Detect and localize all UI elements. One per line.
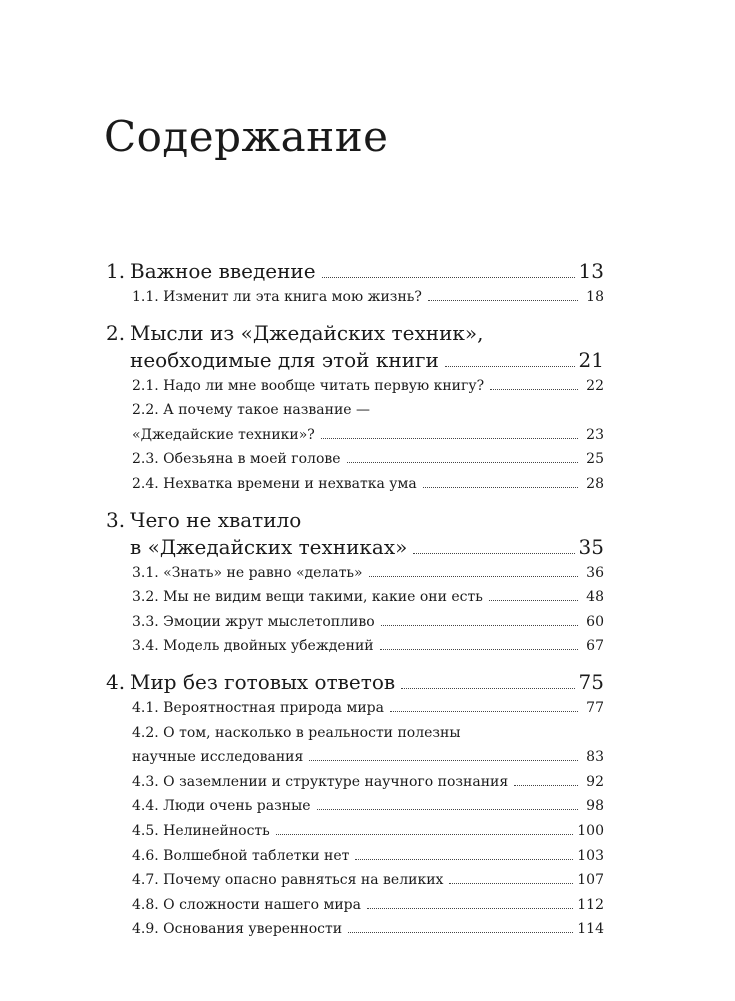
toc-page-number: 23 [586, 426, 604, 443]
toc-page-number: 25 [586, 451, 604, 468]
toc-page-number: 22 [586, 377, 604, 394]
toc-dot-leader [322, 277, 575, 278]
toc-section-line [132, 844, 604, 869]
toc-section[interactable] [106, 893, 604, 918]
toc-chapter-heading-line1[interactable] [106, 507, 604, 534]
toc-section-title: 4.8. О сложности нашего мира [132, 896, 361, 913]
toc-dot-leader [413, 553, 574, 554]
toc-section[interactable] [106, 696, 604, 721]
toc-page-number: 92 [586, 773, 604, 790]
toc-chapter-title-part1: Мысли из «Джедайских техник», [130, 320, 484, 345]
toc-page-number: 75 [578, 669, 604, 694]
toc-section[interactable] [106, 585, 604, 610]
toc-section-title: 4.1. Вероятностная природа мира [132, 699, 384, 716]
toc-section-title: научные исследования [132, 749, 304, 766]
toc-chapter-heading[interactable] [106, 669, 604, 696]
toc-section-line [132, 285, 604, 310]
toc-section-line [132, 561, 604, 586]
toc-dot-leader [445, 366, 575, 367]
page-title: Содержание [104, 112, 389, 161]
toc-page-number: 103 [577, 847, 604, 864]
toc-chapter-heading[interactable] [106, 534, 604, 561]
toc-section[interactable] [106, 447, 604, 472]
toc-section-title: 4.9. Основания уверенности [132, 921, 343, 938]
toc-chapter [106, 258, 604, 310]
toc-section[interactable] [106, 610, 604, 635]
toc-section[interactable] [106, 819, 604, 844]
toc-page-number: 48 [586, 589, 604, 606]
toc-page-number: 28 [586, 475, 604, 492]
toc-section-title: 3.2. Мы не видим вещи такими, какие они есть [132, 589, 483, 606]
toc-dot-leader [321, 438, 578, 439]
toc-section-line [132, 745, 604, 770]
toc-section-line [132, 634, 604, 659]
toc-chapter-title: необходимые для этой книги [130, 347, 439, 372]
toc-section-title: 3.4. Модель двойных убеждений [132, 638, 374, 655]
toc-chapter-title: Важное введение [130, 259, 316, 283]
toc-section-title: 4.3. О заземлении и структуре научного познания [132, 773, 509, 790]
toc-section[interactable] [106, 794, 604, 819]
toc-section-line [132, 374, 604, 399]
toc-section-line [132, 794, 604, 819]
toc-section[interactable] [106, 472, 604, 497]
toc-section-title: 3.3. Эмоции жрут мыслетопливо [132, 613, 375, 630]
toc-page-number: 83 [586, 749, 604, 766]
toc-dot-leader [369, 576, 578, 577]
toc-section[interactable] [106, 398, 604, 447]
toc-dot-leader [381, 625, 578, 626]
toc-dot-leader [401, 688, 574, 689]
toc-section-title: 2.1. Надо ли мне вообще читать первую книгу? [132, 377, 485, 394]
toc-chapter-title: Мир без готовых ответов [130, 669, 396, 694]
toc-page-number: 35 [578, 534, 604, 559]
toc-chapter-title: в «Джедайских техниках» [130, 534, 408, 559]
toc-chapter-number: 2. [106, 320, 126, 345]
toc-dot-leader [347, 462, 578, 463]
toc-page-number: 98 [586, 798, 604, 815]
toc-dot-leader [428, 300, 578, 301]
toc-chapter-number: 1. [106, 259, 126, 283]
toc-page-number: 36 [586, 564, 604, 581]
toc-page-number: 67 [586, 638, 604, 655]
toc-section-line [132, 770, 604, 795]
toc-dot-leader [390, 711, 578, 712]
toc-section-title: 3.1. «Знать» не равно «делать» [132, 564, 363, 581]
toc-section-title-part1: 2.2. А почему такое название — [132, 402, 371, 419]
toc-page-number: 60 [586, 613, 604, 630]
toc-chapter-heading[interactable] [106, 347, 604, 374]
toc-section-title: 4.6. Волшебной таблетки нет [132, 847, 350, 864]
toc-section-title: 2.4. Нехватка времени и нехватка ума [132, 475, 417, 492]
toc-section-line [132, 472, 604, 497]
toc-dot-leader [367, 908, 573, 909]
toc-section-line [132, 893, 604, 918]
toc-chapter-title-part1: Чего не хватило [130, 507, 302, 532]
toc-section-title: 4.7. Почему опасно равняться на великих [132, 872, 444, 889]
toc-dot-leader [276, 834, 573, 835]
toc-section-title: 1.1. Изменит ли эта книга мою жизнь? [132, 289, 422, 305]
toc-section-line [132, 696, 604, 721]
toc-page-number: 100 [577, 822, 604, 839]
toc-section[interactable] [106, 374, 604, 399]
toc-page-number: 114 [577, 921, 604, 938]
toc-page-number: 13 [578, 259, 604, 283]
toc-chapter-number: 4. [106, 669, 126, 694]
toc-section[interactable] [106, 634, 604, 659]
toc-section-line [132, 917, 604, 942]
toc-chapter-heading-line1[interactable] [106, 320, 604, 347]
toc-section-line [132, 423, 604, 448]
toc-dot-leader [355, 859, 573, 860]
toc-chapter [106, 320, 604, 497]
toc-section[interactable] [106, 285, 604, 310]
toc-section-title-part1: 4.2. О том, насколько в реальности полезны [132, 724, 461, 741]
toc-page-number: 77 [586, 699, 604, 716]
toc-dot-leader [348, 932, 573, 933]
toc-section-line [132, 447, 604, 472]
toc-section-title: 4.5. Нелинейность [132, 822, 270, 839]
toc-page-number: 112 [577, 896, 604, 913]
toc-section[interactable] [106, 561, 604, 586]
toc-section[interactable] [106, 868, 604, 893]
toc-section[interactable] [106, 917, 604, 942]
toc-page-number: 18 [586, 289, 604, 305]
toc-dot-leader [514, 785, 578, 786]
toc-dot-leader [490, 389, 578, 390]
toc-section-title: 2.3. Обезьяна в моей голове [132, 451, 341, 468]
toc-chapter [106, 669, 604, 942]
toc-section-title: 4.4. Люди очень разные [132, 798, 311, 815]
toc-section[interactable] [106, 770, 604, 795]
toc-section-title: «Джедайские техники»? [132, 426, 315, 443]
toc-chapter-heading[interactable] [106, 258, 604, 285]
toc-section-line [132, 819, 604, 844]
toc-dot-leader [309, 760, 578, 761]
toc-chapter-number: 3. [106, 507, 126, 532]
toc-section[interactable] [106, 844, 604, 869]
toc-dot-leader [317, 809, 578, 810]
toc-chapter [106, 507, 604, 659]
table-of-contents [106, 258, 604, 952]
toc-dot-leader [380, 649, 578, 650]
toc-section-line [132, 585, 604, 610]
toc-page-number: 107 [577, 872, 604, 889]
toc-dot-leader [449, 883, 573, 884]
toc-dot-leader [423, 487, 578, 488]
toc-section-line [132, 610, 604, 635]
toc-page-number: 21 [578, 347, 604, 372]
toc-section[interactable] [106, 721, 604, 770]
toc-section-line [132, 868, 604, 893]
toc-dot-leader [489, 600, 578, 601]
